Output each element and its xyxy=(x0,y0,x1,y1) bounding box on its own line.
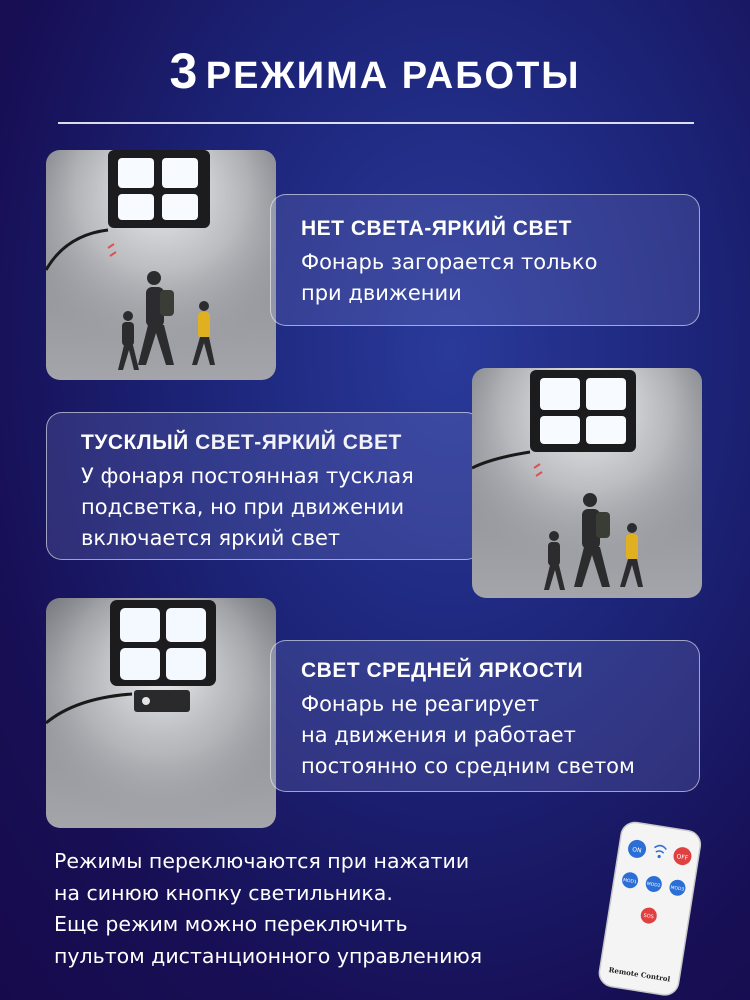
mode-2-line: подсветка, но при движении xyxy=(81,495,405,519)
remote-mod1-label: MOD1 xyxy=(622,878,638,886)
footer-line: пультом дистанционного управлениюя xyxy=(54,943,483,968)
mode-2-heading-dim: ТУСКЛЫЙ xyxy=(81,431,189,454)
lamp-walkers-illustration xyxy=(46,150,276,380)
mode-3-heading: СВЕТ СРЕДНЕЙ ЯРКОСТИ xyxy=(301,659,584,682)
mode-1-heading: НЕТ СВЕТА-ЯРКИЙ СВЕТ xyxy=(301,217,572,240)
mode-3-card xyxy=(270,640,700,792)
mode-1-card xyxy=(270,194,700,326)
title-text: РЕЖИМА РАБОТЫ xyxy=(205,55,581,97)
mode-1-line: при движении xyxy=(301,281,462,305)
mode-1-line: Фонарь загорается только xyxy=(301,250,598,274)
remote-on-label: ON xyxy=(631,846,642,855)
footer-line: на синюю кнопку светильника. xyxy=(54,880,393,905)
mode-2-heading-bright: СВЕТ-ЯРКИЙ СВЕТ xyxy=(195,431,402,454)
mode-2-line: У фонаря постоянная тусклая xyxy=(81,464,414,488)
mode-3-photo xyxy=(46,598,276,828)
page-title xyxy=(0,42,750,100)
footer-line: Режимы переключаются при нажатии xyxy=(54,849,470,873)
title-divider xyxy=(58,122,694,124)
mode-3-line: постоянно со средним светом xyxy=(301,754,635,778)
remote-brand-label: Remote Control xyxy=(608,965,671,984)
remote-mod2-label: MOD2 xyxy=(646,881,661,890)
remote-control-icon xyxy=(592,818,712,998)
mode-2-heading xyxy=(81,431,481,455)
remote-mod3-label: MOD3 xyxy=(670,885,685,893)
remote-off-label: OFF xyxy=(675,853,689,862)
footer-line: Еще режим можно переключить xyxy=(54,912,408,936)
footer-note xyxy=(54,846,482,972)
mode-3-line: Фонарь не реагирует xyxy=(301,692,539,716)
title-number: 3 xyxy=(169,43,200,99)
mode-2-line: включается яркий свет xyxy=(81,526,341,550)
mode-2-photo xyxy=(472,368,702,598)
mode-2-card xyxy=(46,412,482,560)
lamp-walkers-illustration xyxy=(472,368,702,598)
lamp-illustration xyxy=(46,598,276,828)
remote-sos-label: SOS xyxy=(643,912,655,921)
mode-1-photo xyxy=(46,150,276,380)
mode-3-line: на движения и работает xyxy=(301,723,576,747)
